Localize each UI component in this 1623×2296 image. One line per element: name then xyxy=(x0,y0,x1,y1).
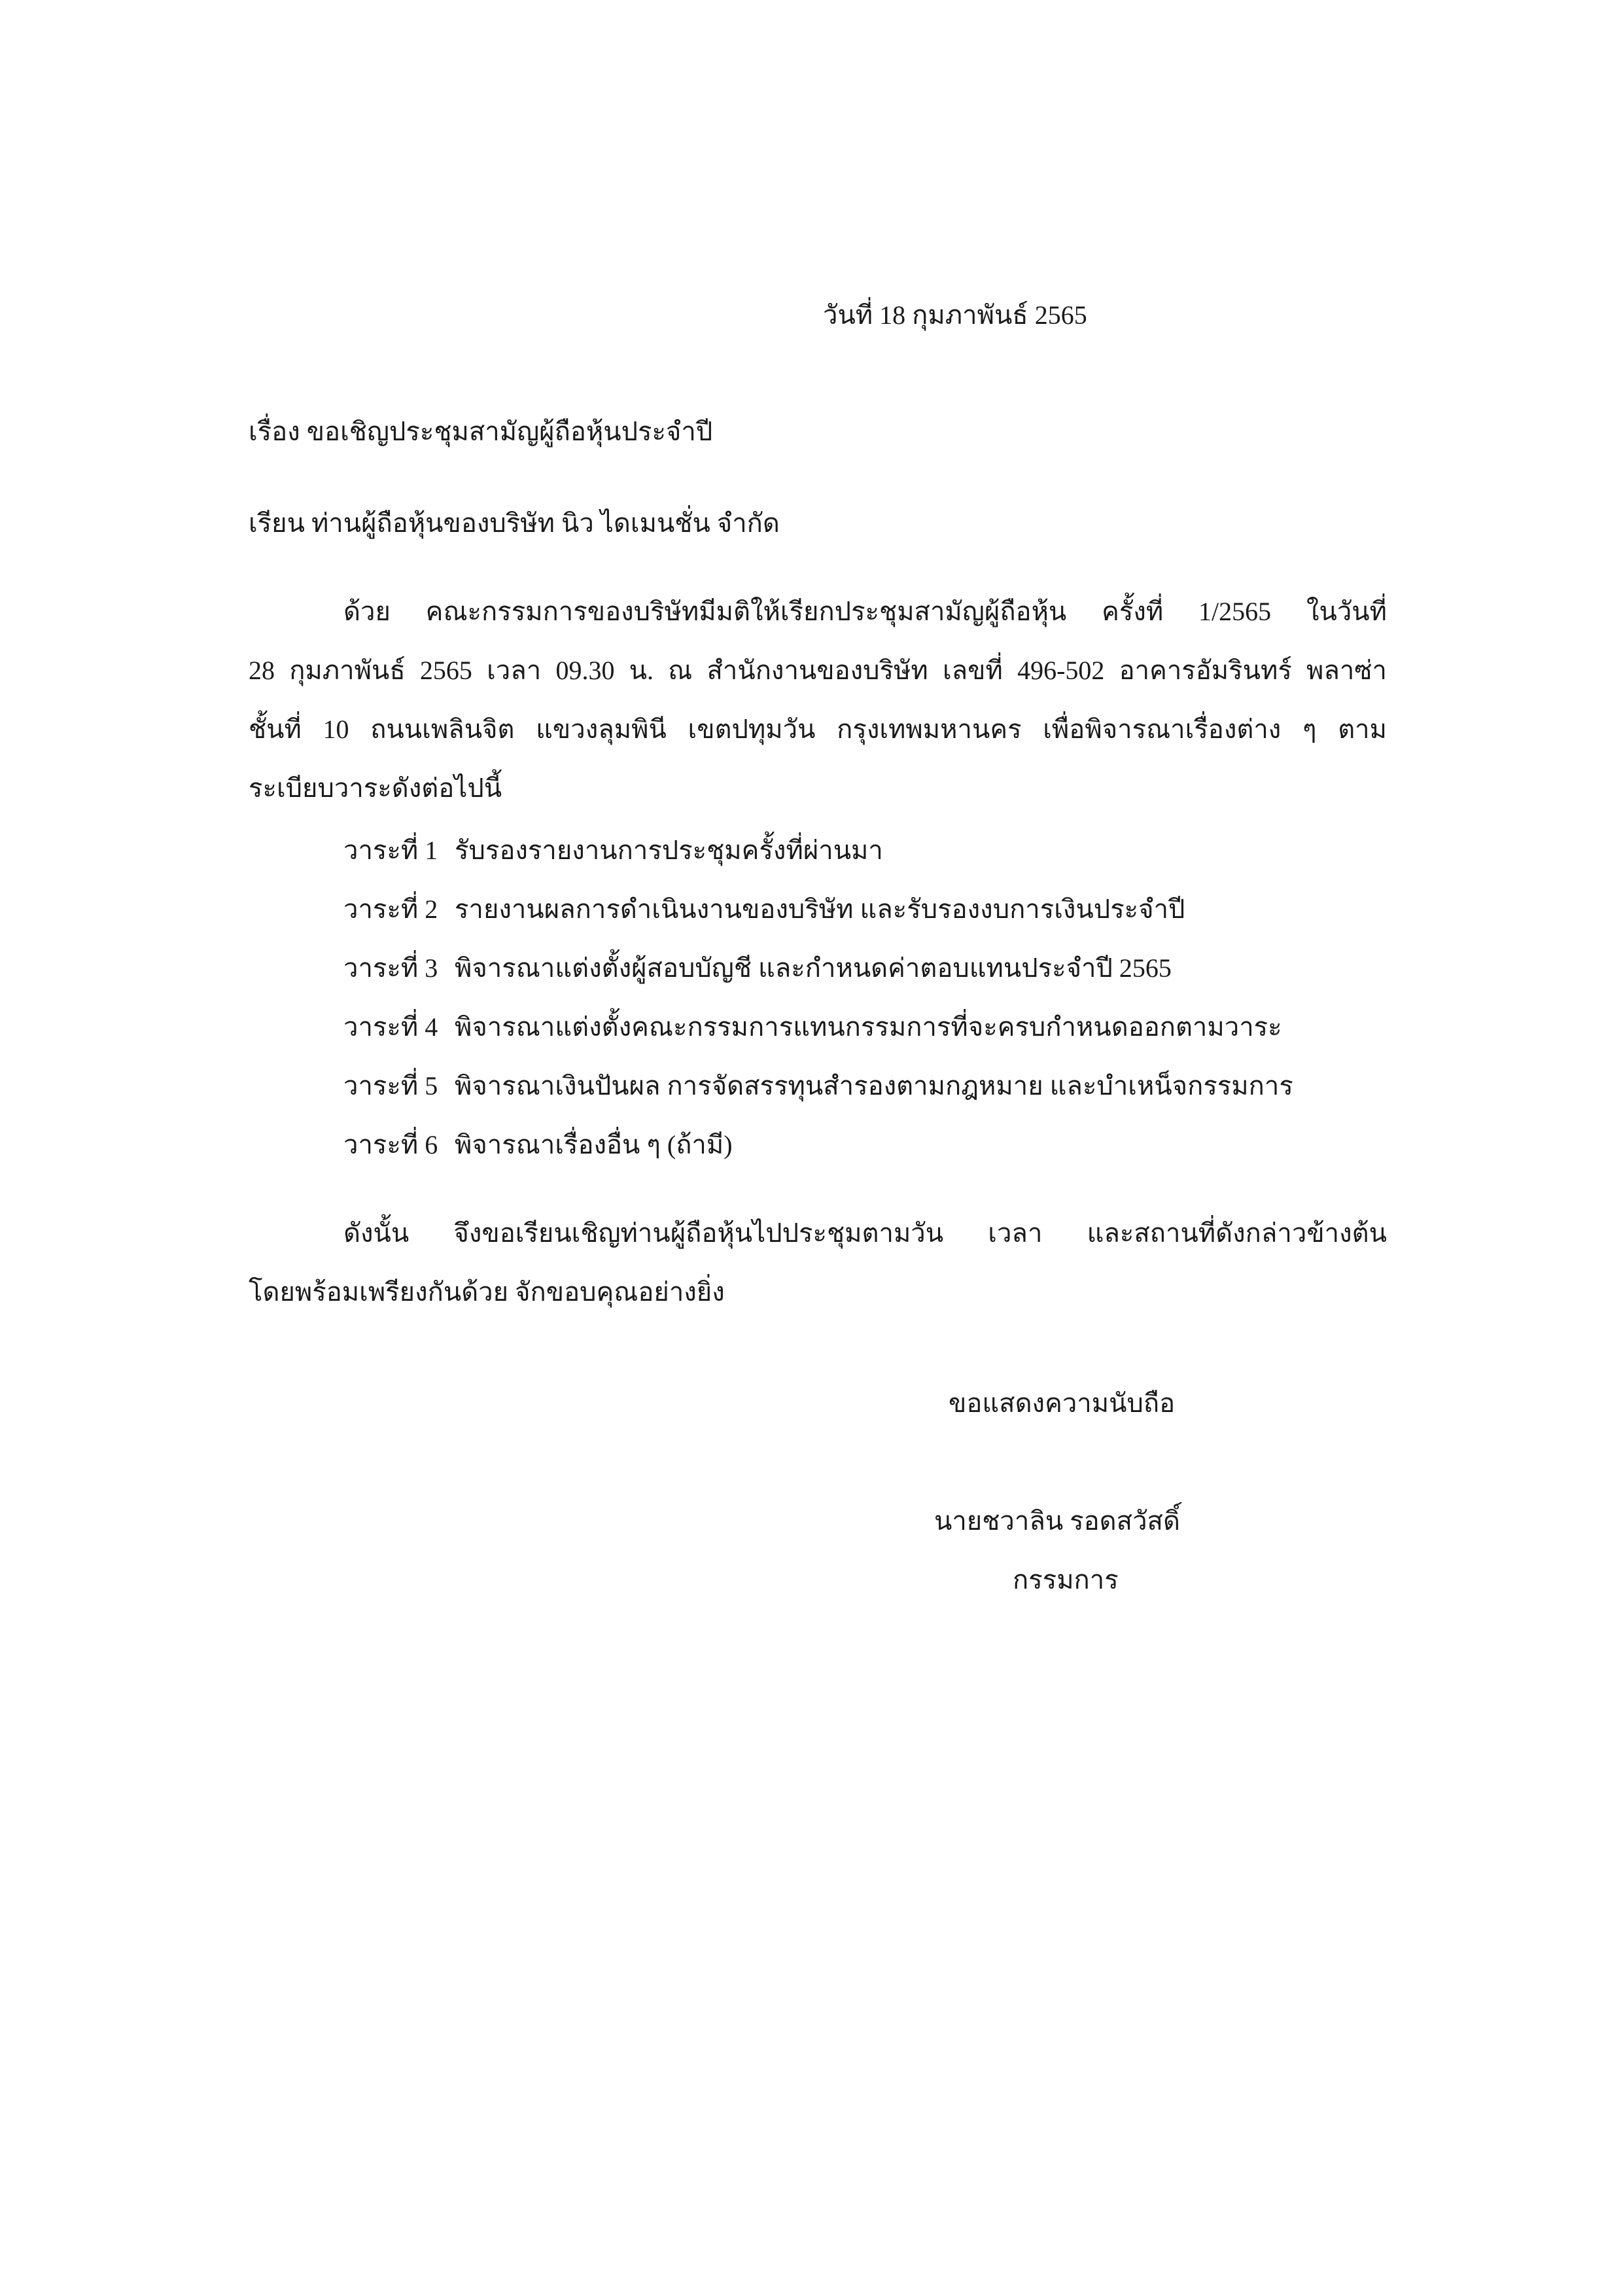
letter-date: วันที่ 18 กุมภาพันธ์ 2565 xyxy=(823,300,1087,330)
agenda-item xyxy=(343,896,1185,923)
signer-title: กรรมการ xyxy=(1013,1565,1119,1595)
agenda-number: วาระที่ 1 xyxy=(343,836,438,865)
agenda-text: พิจารณาแต่งตั้งผู้สอบบัญชี และกำหนดค่าตอบแทนประจำปี 2565 xyxy=(455,953,1172,983)
agenda-item xyxy=(343,955,1172,981)
agenda-number: วาระที่ 4 xyxy=(343,1012,438,1042)
agenda-item xyxy=(343,1014,1282,1040)
agenda-item xyxy=(343,838,883,864)
agenda-text: พิจารณาเรื่องอื่น ๆ (ถ้ามี) xyxy=(455,1130,733,1159)
body-line: ด้วย คณะกรรมการของบริษัทมีมติให้เรียกประชุมสามัญผู้ถือหุ้น ครั้งที่ 1/2565 ในวันที่ xyxy=(343,597,1387,626)
closing-line: ดังนั้น จึงขอเรียนเชิญท่านผู้ถือหุ้นไปประชุมตามวัน เวลา และสถานที่ดังกล่าวข้างต้น xyxy=(343,1218,1387,1248)
letter-subject: เรื่อง ขอเชิญประชุมสามัญผู้ถือหุ้นประจำปี xyxy=(249,417,713,446)
agenda-number: วาระที่ 2 xyxy=(343,894,438,924)
body-line: ระเบียบวาระดังต่อไปนี้ xyxy=(249,773,502,803)
letter-addressee: เรียน ท่านผู้ถือหุ้นของบริษัท นิว ไดเมนชั่น จำกัด xyxy=(249,508,780,538)
agenda-item xyxy=(343,1132,733,1158)
agenda-text: รับรองรายงานการประชุมครั้งที่ผ่านมา xyxy=(455,836,883,865)
signer-name: นายชวาลิน รอดสวัสดิ์ xyxy=(934,1506,1180,1536)
agenda-number: วาระที่ 6 xyxy=(343,1130,438,1159)
agenda-text: พิจารณาเงินปันผล การจัดสรรทุนสำรองตามกฎหมาย และบำเหน็จกรรมการ xyxy=(455,1071,1293,1101)
body-line: ชั้นที่ 10 ถนนเพลินจิต แขวงลุมพินี เขตปทุมวัน กรุงเทพมหานคร เพื่อพิจารณาเรื่องต่าง ๆ ตาม xyxy=(249,715,1387,744)
sign-off: ขอแสดงความนับถือ xyxy=(949,1388,1176,1418)
agenda-item xyxy=(343,1073,1293,1099)
closing-line: โดยพร้อมเพรียงกันด้วย จักขอบคุณอย่างยิ่ง xyxy=(249,1277,725,1307)
agenda-text: รายงานผลการดำเนินงานของบริษัท และรับรองงบการเงินประจำปี xyxy=(455,894,1185,924)
agenda-number: วาระที่ 5 xyxy=(343,1071,438,1101)
body-line: 28 กุมภาพันธ์ 2565 เวลา 09.30 น. ณ สำนักงานของบริษัท เลขที่ 496-502 อาคารอัมรินทร์ พลาซ่า xyxy=(249,656,1387,685)
agenda-number: วาระที่ 3 xyxy=(343,953,438,983)
agenda-text: พิจารณาแต่งตั้งคณะกรรมการแทนกรรมการที่จะครบกำหนดออกตามวาระ xyxy=(455,1012,1282,1042)
